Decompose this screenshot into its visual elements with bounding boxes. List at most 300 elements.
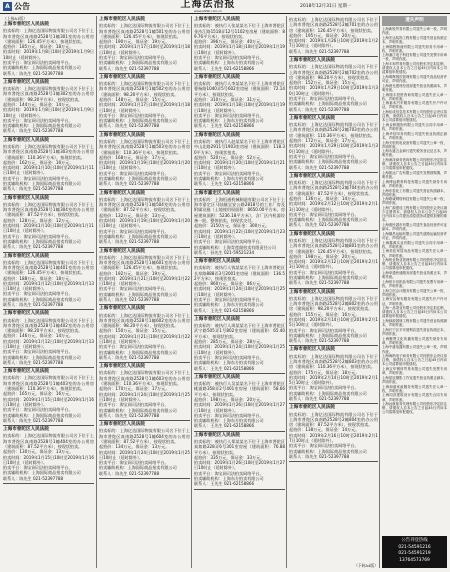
sidebar-entry: 上海佳成信息技术有限公司经股东会决议拟注销，请债权人自本公告之日起45日内向本公司清算组申报债权。 — [382, 110, 447, 123]
notice-price: 起拍价：192万元，保证金：19万元。 — [99, 270, 170, 276]
sidebar-entry: 上海华信印务有限公司遗失营业执照正副本，声明作废。 — [382, 131, 447, 140]
notice-platform: 拍卖平台：淘宝网司法拍卖网络平台。 — [3, 407, 73, 413]
notice-time: 拍卖时间：2019年1月24日10时至2019年1月25日10时止（延时除外）。 — [194, 286, 285, 297]
notice — [289, 16, 378, 57]
notice-platform: 拍卖平台：淘宝网司法拍卖网络平台。 — [289, 269, 359, 275]
notice-heading: 上海市普陀区人民法院 — [194, 374, 240, 380]
notice-time: 拍卖时间：2019年1月29日10时至2019年1月30日10时止（延时除外）。 — [289, 85, 378, 96]
notice-platform: 拍卖平台：淘宝网司法拍卖网络平台。 — [289, 327, 359, 333]
notice — [289, 57, 378, 115]
notice-agency: 拍卖辅助机构：上海国际商品拍卖有限公司 — [3, 123, 81, 129]
notice-time: 拍卖时间：2019年2月16日10时至2019年2月17日10时止（延时除外）。 — [289, 432, 378, 444]
notice-heading: 上海市普陀区人民法院 — [289, 289, 335, 295]
sidebar-title: 遗失声明 — [382, 16, 447, 26]
notice-price: 起拍价：185万元，保证金：18万元。 — [3, 44, 74, 50]
notice-platform: 拍卖平台：淘宝网司法拍卖网络平台。 — [289, 443, 359, 449]
sidebar-entry: 上海立信会计服务有限公司遗失公章一枚，声明作废。 — [382, 288, 447, 297]
notice — [289, 404, 378, 462]
notice-contact: 联系人：王先生 021-62158866 — [194, 181, 255, 187]
notice-price: 起拍价：162万元，保证金：16万元。 — [3, 159, 74, 165]
notice-price: 起拍价：168万元，保证金：17万元。 — [99, 154, 170, 160]
notice — [194, 190, 285, 258]
notice-price: 起拍价：195万元，保证金：20万元。 — [289, 32, 360, 38]
notice-platform: 拍卖平台：淘宝网司法拍卖网络平台。 — [3, 175, 73, 181]
notice — [99, 190, 190, 248]
notice-agency: 拍卖辅助机构：上海国际商品拍卖有限公司 — [289, 332, 367, 338]
notice — [194, 374, 285, 432]
notice-agency: 拍卖辅助机构：上海国际商品拍卖有限公司 — [99, 233, 177, 239]
notice-contact: 联系人：陈先生 021-52397788 — [3, 128, 64, 134]
notice-column-4 — [286, 16, 378, 568]
sidebar-entry: 上海星辰摄影工作室遗失营业执照正副本，声明作废。 — [382, 375, 447, 384]
notice-heading: 上海市普陀区人民法院 — [289, 173, 335, 179]
notice-heading: 上海市普陀区人民法院 — [289, 58, 335, 64]
notice-time: 拍卖时间：2019年2月12日10时至2019年2月13日10时止（延时除外）。 — [289, 201, 378, 212]
notice-agency: 拍卖辅助机构：上海青莲阁拍卖有限责任公司 — [194, 244, 276, 250]
notice — [3, 368, 94, 426]
notice-platform: 拍卖平台：淘宝网司法拍卖网络平台。 — [3, 291, 73, 297]
notice — [99, 305, 190, 363]
notice-time: 拍卖时间：2019年1月19日10时至2019年1月20日10时止（延时除外）。 — [99, 218, 190, 229]
notice — [289, 115, 378, 173]
notice-price: 起拍价：144万元，保证金：14万元。 — [3, 101, 74, 107]
notice-platform: 拍卖平台：淘宝网司法拍卖网络平台。 — [99, 170, 169, 176]
notice — [289, 231, 378, 289]
notice-price: 起拍价：198万元，保证金：20万元。 — [289, 253, 360, 259]
notice-subject: 拍卖标的：上海亿达国际物流有限公司名下位于上海市普陀区真南路2528号1幢404室的办公用房（建筑面积：87.52平方米），按现状拍卖。 — [3, 433, 94, 449]
notice-agency: 拍卖辅助机构：上海东方拍卖有限公司 — [194, 302, 264, 308]
notice-price: 起拍价：190万元，保证金：19万元。 — [99, 39, 170, 45]
notice-agency: 拍卖辅助机构：上海国际商品拍卖有限公司 — [3, 238, 81, 244]
notice — [194, 74, 285, 132]
notice-time: 拍卖时间：2019年1月20日10时至2019年1月21日10时止（延时除外）。 — [194, 160, 285, 171]
notice-agency: 拍卖辅助机构：上海国际商品拍卖有限公司 — [99, 60, 177, 66]
notice-heading: 上海市普陀区人民法院 — [99, 364, 145, 370]
notice-contact: 联系人：王先生 021-62158866 — [194, 123, 255, 129]
sidebar-entry: 上海长宁区平安便利店遗失营业执照正本，声明作废。 — [382, 327, 447, 336]
notice-platform: 拍卖平台：淘宝网司法拍卖网络平台。 — [194, 170, 264, 176]
notice — [289, 173, 378, 231]
notice-time: 拍卖时间：2019年1月21日10时至2019年1月22日10时止（延时除外）。 — [99, 333, 190, 345]
sidebar-entry: 上海丰和贸易有限公司经股东决定拟注销，请债权人自本公告之日起45日内向本公司清算组申报债权。 — [382, 62, 447, 75]
notice-contact: 联系人：陈先生 021-52397788 — [99, 65, 160, 71]
sidebar-entry: 上海绿源园林工程有限公司遗失营业执照副本，声明作废。 — [382, 319, 447, 328]
notice-agency: 拍卖辅助机构：上海东方拍卖有限公司 — [194, 118, 264, 124]
notice-heading: 上海市普陀区人民法院 — [289, 231, 335, 237]
sidebar-entry: 上海美佳家居用品有限公司遗失法人章一枚，声明作废。 — [382, 249, 447, 258]
notice-contact: 联系人：陈先生 021-52397788 — [289, 396, 350, 402]
notice-price: 起拍价：136万元，保证金：14万元。 — [289, 195, 360, 201]
notice — [194, 258, 285, 316]
sidebar-entry: 上海联诚网络科技有限公司遗失公章一枚，声明作废。 — [382, 197, 447, 206]
notice-price: 起拍价：175万元，保证金：18万元。 — [289, 369, 360, 375]
sidebar-entry: 上海润泽商务咨询有限公司经股东决定拟注销，请债权人自本公告之日起45日内向本公司清算组申报债权。 — [382, 158, 447, 171]
notice — [99, 74, 190, 132]
hotline-phone: 13764573769 — [399, 557, 430, 563]
notice-time: 拍卖时间：2019年1月10日10时至2019年1月11日10时止（延时除外）。 — [3, 223, 94, 234]
notice-column-1 — [3, 16, 94, 568]
notice-contact: 联系人：陈先生 021-52397788 — [3, 70, 64, 76]
notice-platform: 拍卖平台：淘宝网司法拍卖网络平台。 — [194, 470, 264, 476]
notice-subject: 拍卖标的：上海亿达国际物流有限公司名下位于上海市普陀区真南路2528号1幢603室的办公用房（建筑面积：110.36平方米），按现状拍卖。 — [99, 370, 190, 387]
notice-platform: 拍卖平台：淘宝网司法拍卖网络平台。 — [3, 465, 73, 471]
notice-heading: 上海市普陀区人民法院 — [99, 190, 145, 196]
notice-agency: 拍卖辅助机构：上海国际商品拍卖有限公司 — [99, 465, 177, 471]
notice-contact: 联系人：陈先生 021-52397788 — [289, 164, 350, 170]
notice-subject: 拍卖标的：上海恒通机械制造有限公司名下位于上海市嘉定区马陆镇宝安公路2818号的工业厂房及附属设施（土地使用权面积：8650.00平方米，房屋建筑面积：5236.18平方米），含厂区内机器设备一批，整体拍卖，按现状交付。 — [194, 196, 285, 224]
notice-platform: 拍卖平台：淘宝网司法拍卖网络平台。 — [194, 54, 264, 60]
sidebar-entry: 上海鑫源实业有限公司遗失合同专用章一枚，声明作废。 — [382, 240, 447, 249]
notice-platform: 拍卖平台：淘宝网司法拍卖网络平台。 — [3, 233, 73, 239]
notice-agency: 拍卖辅助机构：上海国际商品拍卖有限公司 — [289, 274, 367, 280]
sidebar-entry: 上海安达保安服务有限公司遗失开户许可证，声明作废。 — [382, 297, 447, 306]
notice-agency: 拍卖辅助机构：上海国际商品拍卖有限公司 — [99, 118, 177, 124]
notice-platform: 拍卖平台：淘宝网司法拍卖网络平台。 — [99, 54, 169, 60]
notice-contact: 联系人：陈先生 021-52397788 — [289, 222, 350, 228]
notice-price: 起拍价：170万元，保证金：17万元。 — [99, 386, 170, 392]
notice-subject: 拍卖标的：上海亿达国际物流有限公司名下位于上海市普陀区真南路2528号2幢701室的办公用房（建筑面积：126.45平方米），按现状拍卖。 — [289, 17, 378, 33]
notice-heading: 上海市普陀区人民法院 — [194, 74, 240, 80]
notice-contact: 联系人：陈先生 021-52397788 — [3, 475, 64, 481]
sidebar-entry: 上海和谐家政服务有限公司遗失法人章一枚，声明作废。 — [382, 384, 447, 393]
sidebar-entry: 上海中盛电器有限公司遗失公章一枚，声明作废。 — [382, 345, 447, 354]
notice-time: 拍卖时间：2019年1月8日10时至2019年1月9日10时止（延时除外）。 — [3, 49, 94, 60]
notice-platform: 拍卖平台：淘宝网司法拍卖网络平台。 — [99, 344, 169, 350]
sidebar-entry: 上海锦程物流有限公司遗失财务专用章一枚，声明作废。 — [382, 44, 447, 53]
notice-price: 起拍价：134万元，保证金：13万元。 — [99, 444, 170, 450]
notice-time: 拍卖时间：2019年1月18日10时至2019年1月19日10时止（延时除外）。 — [194, 44, 285, 55]
notice-platform: 拍卖平台：淘宝网司法拍卖网络平台。 — [194, 297, 264, 303]
sidebar-entry: 上海嘉禾汽车服务有限公司遗失开户许可证，声明作废。 — [382, 101, 447, 110]
notice-contact: 联系人：陈先生 021-52397788 — [3, 417, 64, 423]
notice-price: 起拍价：130万元，保证金：13万元。 — [3, 449, 74, 455]
sidebar-entry: 上海东泰化工有限公司遗失营业执照副本，声明作废。 — [382, 188, 447, 197]
notice-subject: 拍卖标的：上海亿达国际物流有限公司名下位于上海市普陀区真南路2528号2幢703室的办公用房（建筑面积：110.36平方米），按现状拍卖。 — [289, 122, 378, 138]
sidebar-entry: 上海新锐贸易有限公司遗失公章一枚，声明作废。 — [382, 27, 447, 36]
notice-price: 起拍价：128万元，保证金：12万元。 — [3, 217, 74, 223]
notice — [3, 79, 94, 137]
notice-subject: 拍卖标的：上海亿达国际物流有限公司名下位于上海市普陀区真南路2528号1幢402室的办公用房（建筑面积：98.20平方米），按现状拍卖。 — [3, 317, 94, 334]
sidebar-entry: 上海一品茶业有限公司经股东决定拟注销，请债权人自本公告之日起45日内向本公司清算组申报债权。 — [382, 306, 447, 319]
notice-platform: 拍卖平台：淘宝网司法拍卖网络平台。 — [3, 349, 73, 355]
notice — [194, 316, 285, 374]
hotline-phone: 021-54591216 — [398, 544, 431, 550]
notice-contact: 联系人：陈先生 021-52397788 — [99, 123, 160, 129]
sidebar-entry: 上海远航船务代理有限公司经股东决定拟注销，请债权人自本公告之日起45日内向本公司清算组申报债权。 — [382, 402, 447, 415]
notice-time: 拍卖时间：2019年1月17日10时至2019年1月18日10时止（延时除外）。 — [99, 44, 190, 55]
notice-time: 拍卖时间：2019年1月18日10时至2019年1月19日10时止（延时除外）。 — [194, 102, 285, 113]
notice-subject: 拍卖标的：上海亿达国际物流有限公司名下位于上海市普陀区真南路2528号1幢604室的办公用房（建筑面积：87.52平方米），按现状拍卖。 — [99, 428, 190, 444]
notice-price: 起拍价：3150万元，保证金：300万元。 — [194, 223, 270, 229]
notice-subject: 拍卖标的：上海亿达国际物流有限公司名下位于上海市普陀区真南路2528号1幢301室的办公用房（建筑面积：126.45平方米），按现状拍卖。 — [3, 28, 94, 44]
notice-price: 起拍价：155万元，保证金：16万元。 — [289, 311, 360, 317]
sidebar-entry: 上海金桥服饰有限公司遗失合同专用章一枚，声明作废。 — [382, 123, 447, 132]
notice-heading: 上海市普陀区人民法院 — [99, 74, 145, 80]
sidebar-entry: 上海晨光建材经营部遗失营业执照副本，声明作废。 — [382, 83, 447, 92]
notice-contact: 联系人：陈先生 021-52397788 — [3, 244, 64, 250]
notice-heading: 上海市嘉定区人民法院 — [194, 190, 240, 196]
notice-contact: 联系人：王先生 021-62158866 — [194, 307, 255, 313]
notice-subject: 拍卖标的：上海亿达国际物流有限公司名下位于上海市普陀区真南路2528号1幢304室的办公用房（建筑面积：87.52平方米），按现状拍卖。 — [3, 201, 94, 218]
notice-agency: 拍卖辅助机构：上海国际商品拍卖有限公司 — [99, 176, 177, 182]
sidebar-entry: 上海顺昌运输有限公司遗失道路运输经营许可证，声明作废。 — [382, 231, 447, 240]
sidebar-entry: 上海海纳电子商务有限公司经股东会决议拟注销，请债权人自本公告之日起45日内向本公司清算组申报债权。 — [382, 354, 447, 367]
sidebar-entry: 上海恒丰纺织品有限公司遗失发票专用章一枚，声明作废。 — [382, 279, 447, 288]
notice-agency: 拍卖辅助机构：上海国际商品拍卖有限公司 — [99, 349, 177, 355]
notice-agency: 拍卖辅助机构：上海国际商品拍卖有限公司 — [99, 291, 177, 297]
notice-contact: 联系人：王先生 021-62158866 — [194, 423, 255, 429]
sidebar-entry: 上海天恒机电设备有限公司遗失公章一枚，声明作废。 — [382, 140, 447, 149]
notice-price: 起拍价：285万元，保证金：28万元。 — [194, 339, 265, 345]
notice-subject: 拍卖标的：上海亿达国际物流有限公司名下位于上海市普陀区真南路2528号1幢601室的办公用房（建筑面积：126.45平方米），按现状拍卖。 — [99, 254, 190, 271]
notice-agency: 拍卖辅助机构：上海国际商品拍卖有限公司 — [3, 65, 81, 71]
sidebar-entry: 上海广源建设工程有限公司经股东会决议减少注册资本，请债权人自本公告之日起45日内向本公司提出清偿债务或提供担保的要求。 — [382, 206, 447, 223]
notice-price: 起拍价：860万元，保证金：86万元。 — [194, 281, 265, 287]
notice — [289, 346, 378, 404]
notice-subject: 拍卖标的：上海亿达国际物流有限公司名下位于上海市普陀区真南路2528号2幢803室的办公用房（建筑面积：110.36平方米），按现状拍卖。 — [289, 353, 378, 370]
notice-price: 起拍价：310万元，保证金：31万元。 — [194, 96, 265, 102]
notice-platform: 拍卖平台：淘宝网司法拍卖网络平台。 — [99, 112, 169, 118]
notice — [3, 426, 94, 484]
sidebar-entry: 上海凯达广告有限公司遗失发票领购簿，声明作废。 — [382, 171, 447, 180]
notice-subject: 拍卖标的：被执行人郑某某名下位于上海市普陀区真如路228弄6号301室房屋（建筑面积：76.88平方米），按现状拍卖。 — [194, 438, 285, 455]
notice-heading: 上海市普陀区人民法院 — [3, 253, 49, 259]
notice-platform: 拍卖平台：淘宝网司法拍卖网络平台。 — [194, 239, 264, 245]
notice-contact: 联系人：陈先生 021-52397788 — [99, 297, 160, 303]
notice-heading: 上海市普陀区人民法院 — [194, 17, 240, 22]
continued-from: （上接A1版） — [3, 16, 27, 21]
notice-time: 拍卖时间：2019年2月14日10时至2019年2月15日10时止（延时除外）。 — [289, 316, 378, 328]
notice-subject: 拍卖标的：上海亿达国际物流有限公司名下位于上海市普陀区真南路2528号1幢401室的办公用房（建筑面积：126.45平方米），按现状拍卖。 — [3, 259, 94, 276]
notice-time: 拍卖时间：2019年2月12日10时至2019年2月13日10时止（延时除外）。 — [289, 259, 378, 270]
notice-contact: 联系人：陈先生 021-52397788 — [99, 470, 160, 476]
sidebar-entry: 上海宝华钢材贸易有限公司遗失发票专用章，声明作废。 — [382, 367, 447, 376]
notice-column-3 — [191, 16, 285, 568]
notice-platform: 拍卖平台：淘宝网司法拍卖网络平台。 — [289, 385, 359, 391]
notice-agency: 拍卖辅助机构：上海国际商品拍卖有限公司 — [3, 354, 81, 360]
notice-time: 拍卖时间：2019年1月24日10时至2019年1月25日10时止（延时除外）。 — [99, 449, 190, 460]
notice-contact: 联系人：王先生 021-62158866 — [194, 65, 255, 71]
notice-time: 拍卖时间：2019年1月26日10时至2019年1月27日10时止（延时除外）。 — [194, 402, 285, 413]
hotline-phone: 021-54591219 — [398, 551, 431, 557]
notice-contact: 联系人：陈先生 021-52397788 — [289, 280, 350, 286]
notice-price: 起拍价：520万元，保证金：52万元。 — [194, 154, 265, 160]
notice-price: 起拍价：172万元，保证金：17万元。 — [289, 138, 360, 144]
section-title: 公告 — [14, 2, 30, 11]
continued-to: （下转A4版） — [354, 563, 378, 568]
notice-agency: 拍卖辅助机构：上海东方拍卖有限公司 — [194, 476, 264, 481]
notice-time: 拍卖时间：2019年1月17日10时至2019年1月18日10时止（延时除外）。 — [99, 102, 190, 113]
notice-subject: 拍卖标的：上海亿达国际物流有限公司名下位于上海市普陀区真南路2528号1幢602室的办公用房（建筑面积：98.20平方米），按现状拍卖。 — [99, 312, 190, 329]
notice-platform: 拍卖平台：淘宝网司法拍卖网络平台。 — [194, 354, 264, 360]
notice-time: 拍卖时间：2019年1月21日10时至2019年1月22日10时止（延时除外）。 — [99, 275, 190, 287]
notice-agency: 拍卖辅助机构：上海东方拍卖有限公司 — [194, 60, 264, 66]
notice-subject: 拍卖标的：被执行人吴某某名下位于上海市普陀区桃浦路358弄2号401室房屋（建筑面积：58.66平方米），按现状拍卖。 — [194, 381, 285, 397]
notice-subject: 拍卖标的：上海亿达国际物流有限公司名下位于上海市普陀区真南路2528号2幢802室的办公用房（建筑面积：98.20平方米），按现状拍卖。 — [289, 295, 378, 312]
notice-heading: 上海市普陀区人民法院 — [194, 132, 240, 138]
notice-time: 拍卖时间：2019年1月15日10时至2019年1月16日10时止（延时除外）。 — [3, 396, 94, 407]
notice-contact: 联系人：陈先生 021-52397788 — [99, 412, 160, 418]
notice-agency: 拍卖辅助机构：上海国际商品拍卖有限公司 — [289, 217, 367, 223]
notice-agency: 拍卖辅助机构：上海东方拍卖有限公司 — [194, 418, 264, 424]
notice-subject: 拍卖标的：上海亿达国际物流有限公司名下位于上海市普陀区真南路2528号2幢704室的办公用房（建筑面积：87.52平方米），按现状拍卖。 — [289, 180, 378, 196]
sidebar-entry: 上海博远教育科技有限公司遗失财务专用章，声明作废。 — [382, 179, 447, 188]
masthead-url: www.shfzb.com.cn — [194, 9, 222, 13]
notice — [194, 432, 285, 490]
sidebar-entry: 上海永盛五金商行遗失税务登记证正本，声明作废。 — [382, 149, 447, 158]
notice-heading: 上海市普陀区人民法院 — [99, 132, 145, 138]
issue-date: 2018年12月31日 星期一 — [300, 4, 352, 9]
notice — [3, 253, 94, 311]
notice-subject: 拍卖标的：上海亿达国际物流有限公司名下位于上海市普陀区真南路2528号1幢302室的办公用房（建筑面积：98.20平方米），按现状拍卖。 — [3, 86, 94, 102]
notice-platform: 拍卖平台：淘宝网司法拍卖网络平台。 — [99, 228, 169, 234]
notice-platform: 拍卖平台：淘宝网司法拍卖网络平台。 — [289, 153, 359, 159]
notice-subject: 拍卖标的：上海亿达国际物流有限公司名下位于上海市普陀区真南路2528号1幢501室的办公用房（建筑面积：126.45平方米），按现状拍卖。 — [99, 23, 190, 39]
notice-price: 起拍价：132万元，保证金：13万元。 — [99, 212, 170, 218]
notice-subject: 拍卖标的：上海亿达国际物流有限公司名下位于上海市普陀区真南路2528号2幢801室的办公用房（建筑面积：126.45平方米），按现状拍卖。 — [289, 237, 378, 254]
notice-heading: 上海市普陀区人民法院 — [289, 405, 335, 411]
notice-price: 起拍价：188万元，保证金：18万元。 — [3, 275, 74, 281]
notice-contact: 联系人：王先生 021-62158866 — [194, 365, 255, 371]
notice-heading: 上海市普陀区人民法院 — [3, 369, 49, 375]
notice-heading: 上海市普陀区人民法院 — [99, 17, 145, 22]
notice — [3, 310, 94, 368]
sidebar-entry: 上海恒业物业管理有限公司经股东决定拟注销，请债权人自本公告之日起45日内向本公司清算组申报债权。 — [382, 258, 447, 271]
notice-agency: 拍卖辅助机构：上海国际商品拍卖有限公司 — [3, 296, 81, 302]
notice-subject: 拍卖标的：被执行人李某某名下位于上海市普陀区曹杨路1040弄5号602室房屋（建筑面积：72.14平方米），按现状拍卖。 — [194, 81, 285, 97]
notice-contact: 联系人：陈先生 021-52397788 — [289, 106, 350, 112]
notice-agency: 拍卖辅助机构：上海国际商品拍卖有限公司 — [99, 407, 177, 413]
notice-contact: 联系人：陈先生 021-52397788 — [289, 338, 350, 344]
notice-time: 拍卖时间：2019年1月22日10时至2019年1月23日10时止（延时除外）。 — [194, 228, 285, 239]
notice-price: 起拍价：396万元，保证金：40万元。 — [194, 39, 265, 45]
notice-heading: 上海市普陀区人民法院 — [3, 79, 49, 85]
notice-agency: 拍卖辅助机构：上海国际商品拍卖有限公司 — [3, 412, 81, 418]
notice-price: 起拍价：138万元，保证金：14万元。 — [289, 427, 360, 433]
notice-time: 拍卖时间：2019年1月19日10时至2019年1月20日10时止（延时除外）。 — [99, 160, 190, 171]
notice-subject: 拍卖标的：上海亿达国际物流有限公司名下位于上海市普陀区真南路2528号1幢502室的办公用房（建筑面积：98.20平方米），按现状拍卖。 — [99, 81, 190, 97]
notice-time: 拍卖时间：2019年1月15日10时至2019年1月16日10时止（延时除外）。 — [3, 454, 94, 465]
notice — [3, 137, 94, 195]
notice-subject: 拍卖标的：被执行人周某某名下位于上海市普陀区武宁路505弄1号802室房屋（建筑面积：65.40平方米），按现状拍卖。 — [194, 323, 285, 339]
notice-time: 拍卖时间：2019年1月10日10时至2019年1月11日10时止（延时除外）。 — [3, 165, 94, 176]
notice-agency: 拍卖辅助机构：上海东方拍卖有限公司 — [194, 360, 264, 366]
notice-heading: 上海市普陀区人民法院 — [3, 195, 49, 201]
sidebar-entry: 上海浦江电子科技有限公司遗失发票专用章一枚，声明作废。 — [382, 53, 447, 62]
notice-contact: 联系人：陈先生 021-52397788 — [3, 359, 64, 365]
notice-time: 拍卖时间：2019年2月14日10时至2019年2月15日10时止（延时除外）。 — [289, 374, 378, 386]
sidebar-entry: 上海瑞丰投资咨询有限公司遗失法人章一枚，声明作废。 — [382, 92, 447, 101]
notice — [194, 132, 285, 190]
notice-time: 拍卖时间：2019年1月26日10时至2019年1月27日10时止（延时除外）。 — [194, 460, 285, 471]
sidebar-column — [379, 16, 447, 568]
notice-time: 拍卖时间：2019年1月24日10时至2019年1月25日10时止（延时除外）。 — [194, 344, 285, 355]
notice-heading: 上海市普陀区人民法院 — [194, 432, 240, 438]
notice-agency: 拍卖辅助机构：上海国际商品拍卖有限公司 — [289, 159, 367, 165]
sidebar-entry: 上海聚贤文化传播有限公司遗失财务专用章，声明作废。 — [382, 336, 447, 345]
notice-heading: 上海市普陀区人民法院 — [3, 22, 49, 27]
notice-heading: 上海市普陀区人民法院 — [3, 427, 49, 433]
notice-subject: 拍卖标的：上海亿达国际物流有限公司名下位于上海市普陀区真南路2528号1幢504室的办公用房（建筑面积：87.52平方米），按现状拍卖。 — [99, 196, 190, 213]
notice-subject: 拍卖标的：上海亿达国际物流有限公司名下位于上海市普陀区真南路2528号2幢804室的办公用房（建筑面积：87.52平方米），按现状拍卖。 — [289, 411, 378, 428]
notice-price: 起拍价：335万元，保证金：33万元。 — [194, 454, 265, 460]
sidebar-entries — [382, 27, 447, 533]
notice-contact: 联系人：王先生 021-62158866 — [194, 481, 255, 487]
notice-platform: 拍卖平台：淘宝网司法拍卖网络平台。 — [99, 402, 169, 408]
notice — [99, 421, 190, 479]
notice-agency: 拍卖辅助机构：上海国际商品拍卖有限公司 — [289, 101, 367, 107]
notice — [99, 248, 190, 306]
sidebar-entry: 上海申通快递服务部遗失营业执照正本，声明作废。 — [382, 271, 447, 280]
notice-contact: 联系人：陈先生 021-52397788 — [289, 453, 350, 459]
notice-subject: 拍卖标的：上海亿达国际物流有限公司名下位于上海市普陀区真南路2528号1幢303室的办公用房（建筑面积：110.36平方米），按现状拍卖。 — [3, 143, 94, 160]
notice-contact: 联系人：陈先生 021-52397788 — [99, 354, 160, 360]
hotline-box — [382, 536, 447, 568]
notice-subject: 拍卖标的：被执行人赵某某名下位于上海市普陀区中山北路2911号1903室房屋（建筑面积：118.30平方米），按现状拍卖。 — [194, 138, 285, 155]
notice — [194, 16, 285, 74]
notice-platform: 拍卖平台：淘宝网司法拍卖网络平台。 — [99, 286, 169, 292]
notice-heading: 上海市普陀区人民法院 — [194, 259, 240, 265]
notice-agency: 拍卖辅助机构：上海东方拍卖有限公司 — [194, 176, 264, 182]
notice — [99, 16, 190, 74]
notice-heading: 上海市普陀区人民法院 — [194, 316, 240, 322]
notice-heading: 上海市普陀区人民法院 — [289, 115, 335, 121]
notice-platform: 拍卖平台：淘宝网司法拍卖网络平台。 — [289, 96, 359, 102]
notice-column-2 — [96, 16, 190, 568]
notice-price: 起拍价：198万元，保证金：20万元。 — [194, 396, 265, 402]
notice-subject: 拍卖标的：上海亿达国际物流有限公司名下位于上海市普陀区真南路2528号2幢702室的办公用房（建筑面积：98.20平方米），按现状拍卖。 — [289, 64, 378, 80]
notice-agency: 拍卖辅助机构：上海国际商品拍卖有限公司 — [289, 390, 367, 396]
notice-heading: 上海市普陀区人民法院 — [3, 137, 49, 143]
notice-price: 起拍价：165万元，保证金：16万元。 — [3, 391, 74, 397]
notice-heading: 上海市普陀区人民法院 — [3, 311, 49, 317]
notice-price: 起拍价：148万元，保证金：15万元。 — [99, 96, 170, 102]
notice-platform: 拍卖平台：淘宝网司法拍卖网络平台。 — [3, 117, 73, 123]
notice-subject: 拍卖标的：上海亿达国际物流有限公司名下位于上海市普陀区真南路2528号1幢403室的办公用房（建筑面积：110.36平方米），按现状拍卖。 — [3, 375, 94, 392]
sidebar-entry: 上海惠民超市有限公司遗失食品经营许可证副本，声明作废。 — [382, 223, 447, 232]
notice-heading: 上海市普陀区人民法院 — [99, 306, 145, 312]
page-header — [0, 0, 450, 14]
notice-price: 起拍价：150万元，保证金：15万元。 — [99, 328, 170, 334]
notice-subject: 拍卖标的：被执行人张某某名下位于上海市普陀区金沙江路1518弄12号1102室房屋（建筑面积：89.76平方米），按现状拍卖。 — [194, 23, 285, 39]
notice-platform: 拍卖平台：淘宝网司法拍卖网络平台。 — [194, 412, 264, 418]
page-letter-badge: A — [3, 2, 12, 11]
notice-subject: 拍卖标的：上海亿达国际物流有限公司名下位于上海市普陀区真南路2528号1幢503室的办公用房（建筑面积：110.36平方米），按现状拍卖。 — [99, 138, 190, 155]
notice-contact: 联系人：陈先生 021-52397788 — [289, 48, 350, 54]
notice-time: 拍卖时间：2019年1月24日10时至2019年1月25日10时止（延时除外）。 — [99, 391, 190, 402]
masthead: 上海法治报 — [180, 0, 236, 10]
notice-agency: 拍卖辅助机构：上海国际商品拍卖有限公司 — [289, 448, 367, 454]
notice-heading: 上海市普陀区人民法院 — [99, 248, 145, 254]
sidebar-entry: 上海明辉餐饮管理有限公司遗失食品经营许可证，声明作废。 — [382, 75, 447, 84]
notice-time: 拍卖时间：2019年1月12日10时至2019年1月13日10时止（延时除外）。 — [3, 280, 94, 292]
notice — [99, 132, 190, 190]
notice-time: 拍卖时间：2019年1月8日10时至2019年1月9日10时止（延时除外）。 — [3, 107, 94, 118]
notice-platform: 拍卖平台：淘宝网司法拍卖网络平台。 — [3, 59, 73, 65]
notice-contact: 联系人：孙先生 021-59521234 — [194, 249, 255, 255]
notice-contact: 联系人：陈先生 021-52397788 — [99, 181, 160, 187]
notice — [3, 195, 94, 253]
notice-platform: 拍卖平台：淘宝网司法拍卖网络平台。 — [289, 211, 359, 217]
notice-price: 起拍价：152万元，保证金：15万元。 — [289, 80, 360, 86]
notice-time: 拍卖时间：2019年1月29日10时至2019年1月30日10时止（延时除外）。 — [289, 143, 378, 154]
sidebar-entry: 上海同济建筑设计有限公司遗失合同专用章，声明作废。 — [382, 393, 447, 402]
notice — [3, 21, 94, 79]
notice-agency: 拍卖辅助机构：上海国际商品拍卖有限公司 — [3, 470, 81, 476]
hotline-label: 公告刊登热线 — [401, 538, 428, 543]
notice-platform: 拍卖平台：淘宝网司法拍卖网络平台。 — [194, 112, 264, 118]
notice — [289, 289, 378, 347]
